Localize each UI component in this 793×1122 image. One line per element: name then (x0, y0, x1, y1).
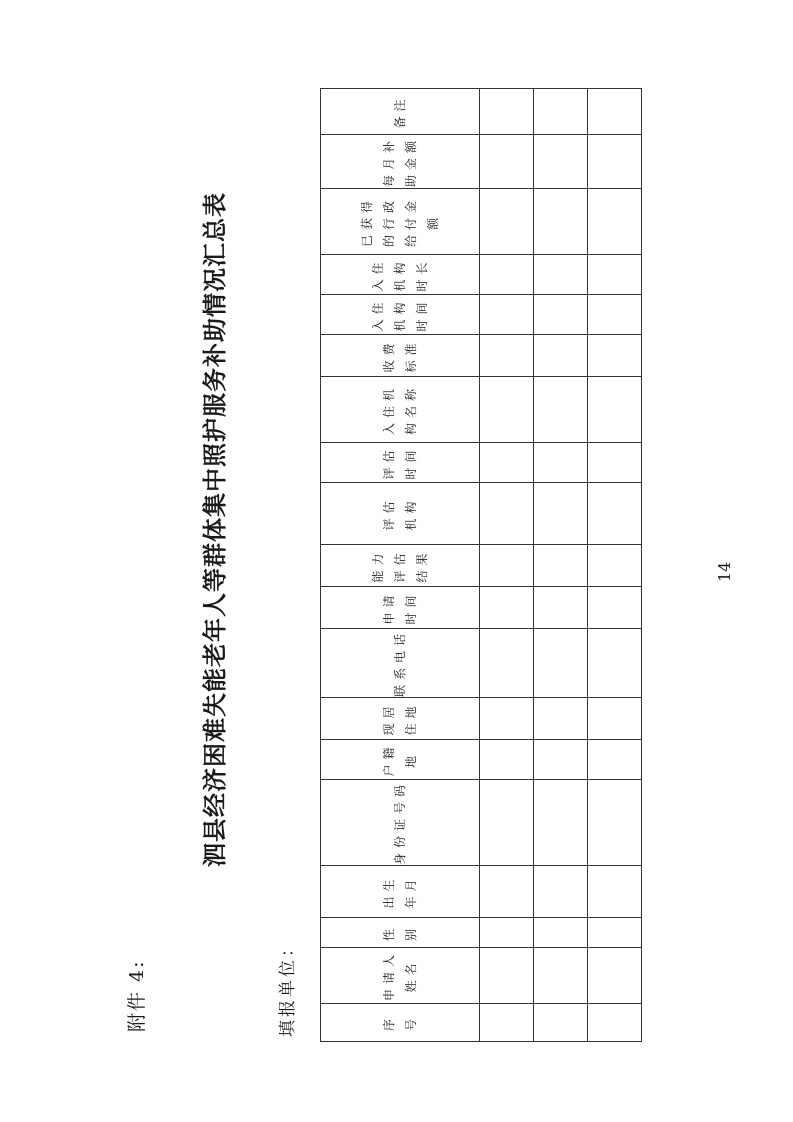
column-header-line: 备注 (393, 94, 407, 129)
table-cell (480, 544, 534, 586)
column-header (321, 779, 480, 865)
column-header-line: 结果 (415, 548, 429, 583)
table-cell (588, 866, 642, 918)
table-cell (588, 586, 642, 628)
table-cell (480, 739, 534, 779)
table-cell (588, 294, 642, 334)
table-cell (588, 188, 642, 254)
table-cell (534, 866, 588, 918)
column-header (321, 628, 480, 697)
column-header-line: 标准 (404, 338, 418, 373)
table-cell (480, 697, 534, 739)
table-row (534, 88, 588, 1041)
column-header (321, 544, 480, 586)
table-cell (534, 1004, 588, 1042)
column-header-line: 时间 (404, 590, 418, 625)
column-header-line: 机构 (404, 496, 418, 531)
table-row (588, 88, 642, 1041)
column-header (321, 334, 480, 376)
column-header (321, 482, 480, 544)
table-cell (480, 294, 534, 334)
table-cell (588, 1004, 642, 1042)
column-header-line: 收费 (382, 338, 396, 373)
column-header-line: 额 (426, 212, 440, 230)
table-cell (534, 586, 588, 628)
summary-table (320, 88, 642, 1042)
column-header-line: 联系电话 (393, 628, 407, 697)
table-cell (588, 948, 642, 1004)
column-header-line: 时间 (415, 297, 429, 332)
column-header-line: 性 (382, 924, 396, 942)
column-header-line: 给付金 (404, 195, 418, 247)
column-header-line: 机构 (393, 297, 407, 332)
table-cell (588, 739, 642, 779)
table-cell (534, 88, 588, 134)
column-header-line: 时间 (404, 445, 418, 480)
table-cell (534, 254, 588, 294)
column-header (321, 1004, 480, 1042)
table-cell (588, 334, 642, 376)
table-cell (480, 134, 534, 188)
column-header-line: 助金额 (404, 135, 418, 187)
attachment-label: 附件 4: (126, 959, 148, 1032)
table-cell (534, 334, 588, 376)
table-cell (480, 376, 534, 442)
column-header (321, 188, 480, 254)
column-header-line: 的行政 (382, 195, 396, 247)
table-cell (534, 544, 588, 586)
column-header (321, 948, 480, 1004)
table-cell (588, 88, 642, 134)
column-header (321, 697, 480, 739)
column-header-line: 户籍 (382, 742, 396, 777)
table-cell (480, 334, 534, 376)
column-header-line: 地 (404, 750, 418, 768)
column-header-line: 能力 (371, 548, 385, 583)
table-cell (588, 544, 642, 586)
column-header (321, 442, 480, 482)
column-header-line: 评估 (382, 496, 396, 531)
column-header (321, 134, 480, 188)
column-header-line: 申请人 (382, 950, 396, 1002)
table-cell (534, 628, 588, 697)
table-cell (534, 779, 588, 865)
column-header (321, 254, 480, 294)
table-header-row (321, 88, 480, 1041)
column-header-line: 评估 (382, 445, 396, 480)
column-header-line: 现居 (382, 701, 396, 736)
page-title: 泗县经济困难失能老年人等群体集中照护服务补助情况汇总表 (201, 192, 229, 867)
table-cell (480, 918, 534, 948)
fill-unit-label: 填报单位： (278, 937, 298, 1037)
table-cell (588, 376, 642, 442)
column-header (321, 88, 480, 134)
column-header-line: 年月 (404, 874, 418, 909)
table-cell (588, 697, 642, 739)
column-header-line: 别 (404, 924, 418, 942)
column-header (321, 376, 480, 442)
table-cell (480, 866, 534, 918)
table-cell (588, 779, 642, 865)
column-header-line: 已获得 (360, 195, 374, 247)
column-header-line: 入住 (371, 257, 385, 292)
table-cell (588, 442, 642, 482)
table-cell (588, 254, 642, 294)
column-header-line: 每月补 (382, 135, 396, 187)
table-cell (534, 294, 588, 334)
column-header-line: 住地 (404, 701, 418, 736)
table-cell (480, 188, 534, 254)
table-cell (480, 482, 534, 544)
table-cell (480, 254, 534, 294)
table-cell (480, 586, 534, 628)
column-header-line: 入住 (371, 297, 385, 332)
column-header-line: 序 (382, 1014, 396, 1032)
table-cell (480, 628, 534, 697)
column-header-line: 出生 (382, 874, 396, 909)
column-header-line: 申请 (382, 590, 396, 625)
table-cell (534, 376, 588, 442)
table-cell (534, 482, 588, 544)
table-cell (588, 482, 642, 544)
column-header-line: 时长 (415, 257, 429, 292)
table-cell (534, 188, 588, 254)
table-cell (588, 134, 642, 188)
table-cell (480, 88, 534, 134)
table-cell (534, 697, 588, 739)
table-cell (480, 948, 534, 1004)
table-cell (588, 628, 642, 697)
column-header-line: 号 (404, 1014, 418, 1032)
column-header-line: 机构 (393, 257, 407, 292)
column-header (321, 866, 480, 918)
table-cell (480, 779, 534, 865)
column-header (321, 294, 480, 334)
column-header-line: 构名称 (404, 383, 418, 435)
page-number: 14 (715, 561, 734, 582)
table-cell (588, 918, 642, 948)
column-header-line: 身份证号码 (393, 779, 407, 865)
table-cell (534, 948, 588, 1004)
column-header (321, 586, 480, 628)
column-header-line: 姓名 (404, 958, 418, 993)
table-cell (534, 442, 588, 482)
column-header-line: 评估 (393, 548, 407, 583)
table-cell (534, 918, 588, 948)
table-row (480, 88, 534, 1041)
table-cell (534, 134, 588, 188)
column-header (321, 918, 480, 948)
table-cell (480, 442, 534, 482)
table-cell (534, 739, 588, 779)
column-header (321, 739, 480, 779)
table-cell (480, 1004, 534, 1042)
column-header-line: 入住机 (382, 383, 396, 435)
